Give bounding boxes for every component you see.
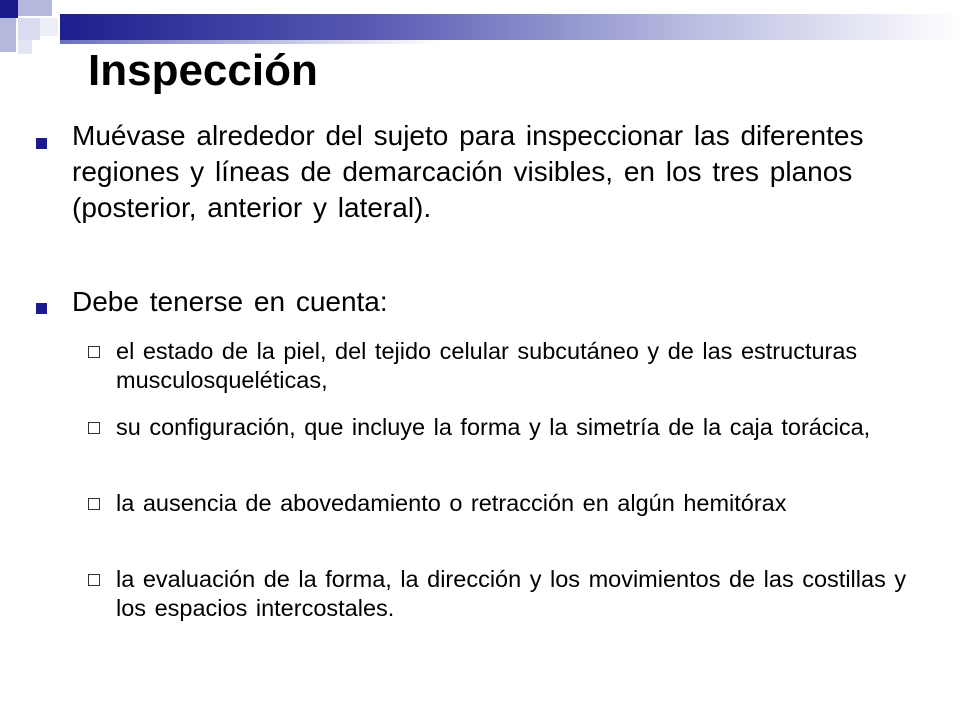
title-gradient-bar [60, 14, 960, 40]
hollow-square-icon [88, 574, 100, 586]
hollow-square-icon [88, 346, 100, 358]
sub-bullet-text: la ausencia de abovedamiento o retracción en algún hemitórax [116, 490, 787, 516]
hollow-square-icon [88, 498, 100, 510]
slide-title: Inspección [88, 46, 318, 95]
decor-square [0, 18, 16, 52]
decor-square [40, 18, 58, 36]
hollow-square-icon [88, 422, 100, 434]
decor-square [18, 0, 52, 16]
bullet-square-icon [36, 138, 47, 149]
decor-square [18, 18, 40, 40]
sub-bullet-text: el estado de la piel, del tejido celular subcutáneo y de las estructuras musculosqueléticas, [116, 338, 858, 393]
decor-square [18, 40, 32, 54]
sub-bullet-text: la evaluación de la forma, la dirección y los movimientos de las costillas y los espacios intercostales. [116, 566, 907, 621]
decor-square [0, 0, 18, 18]
sub-bullet-text: su configuración, que incluye la forma y la simetría de la caja torácica, [116, 414, 871, 440]
bullet-text: Debe tenerse en cuenta: [72, 286, 388, 317]
bullet-square-icon [36, 303, 47, 314]
bullet-text: Muévase alrededor del sujeto para inspeccionar las diferentes regiones y líneas de demarcación visibles, en los tres planos (posterior, anterior y lateral). [72, 120, 864, 223]
